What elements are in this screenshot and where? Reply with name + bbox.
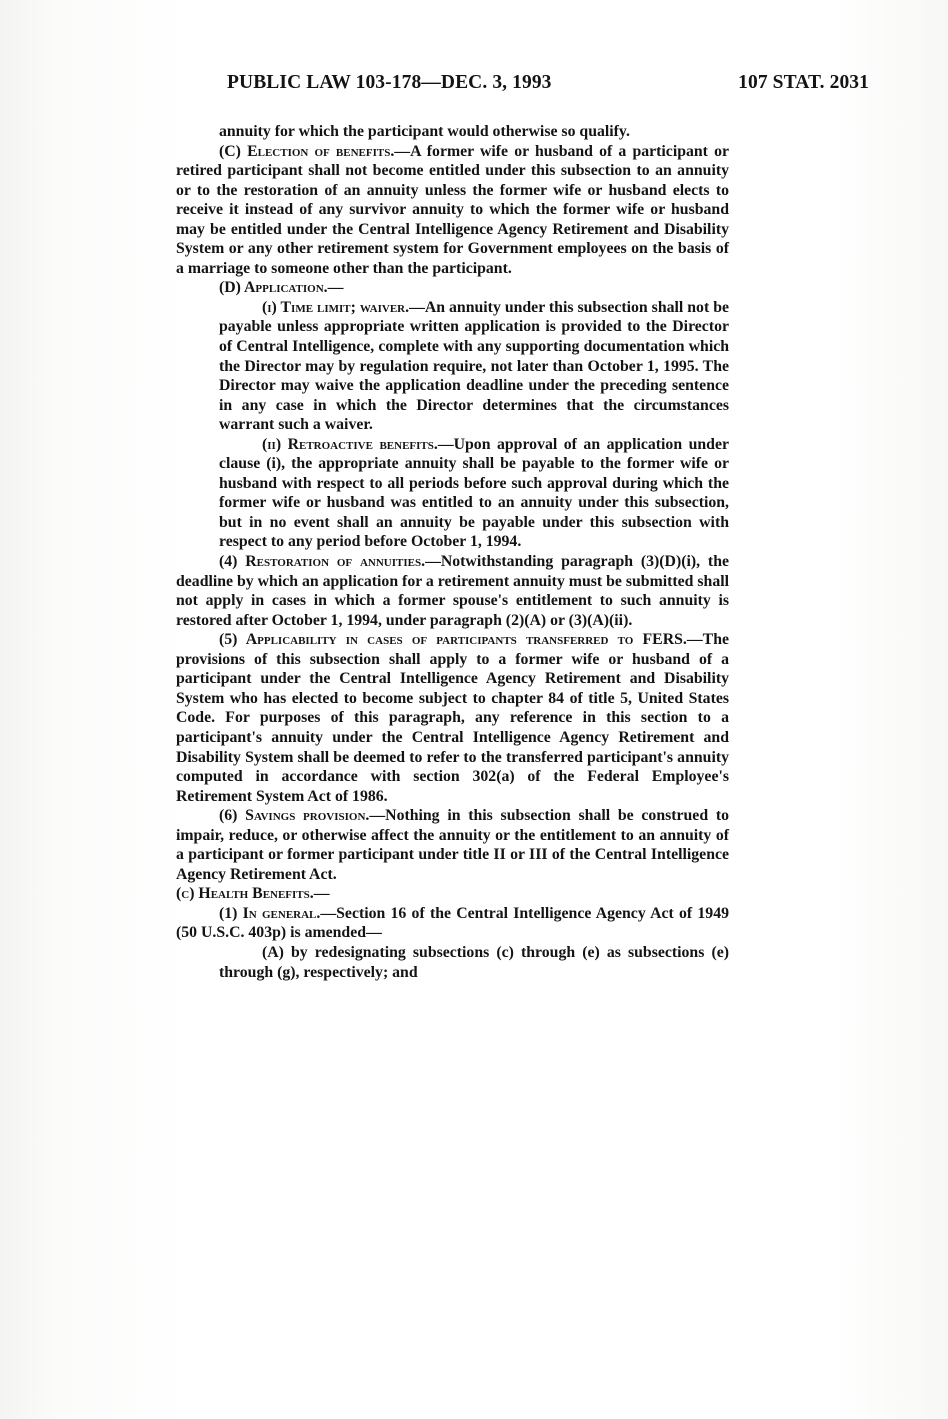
clause-time-limit-waiver: (i) Time limit; waiver.—An annuity under this subsection shall not be payable unless appropriate written application is provided to the Director of Central Intelligence, complete with any supporting documentation which the Director may by regulation require, not later than October 1, 1995. The Director may waive the application deadline under the preceding sentence in any case in which the Director determines that the circumstances warrant such a waiver. — [219, 298, 729, 434]
subparagraph-redesignating: (A) by redesignating subsections (c) through (e) as subsections (e) through (g), respectively; and — [219, 943, 729, 981]
section-heading: (4) Restoration of annuities. — [219, 553, 426, 571]
page-header — [227, 72, 869, 102]
section-heading: (i) Time limit; waiver. — [262, 298, 410, 316]
paragraph-election-of-benefits: (C) Election of benefits.—A former wife or husband of a participant or retired participant shall not become entitled under this subsection to an annuity or to the restoration of an annuity unless the former wife or husband elects to receive it instead of any survivor annuity to which the former wife or husband may be entitled under the Central Intelligence Agency Retirement and Disability System or any other retirement system for Government employees on the basis of a marriage to someone other than the participant. — [176, 142, 730, 277]
paragraph-in-general: (1) In general.—Section 16 of the Central Intelligence Agency Act of 1949 (50 U.S.C. 403p) is amended— — [176, 904, 729, 942]
paragraph-continuation: annuity for which the participant would otherwise so qualify. — [219, 123, 630, 140]
statute-body — [176, 122, 729, 982]
section-heading: (5) Applicability in cases of participants transferred to FERS. — [219, 631, 687, 649]
paragraph-restoration-of-annuities: (4) Restoration of annuities.—Notwithstanding paragraph (3)(D)(i), the deadline by which an application for a retirement annuity must be submitted shall not apply in cases in which a former spouse's entitlement to such annuity is restored after October 1, 1994, under paragraph (2)(A) or (3)(A)(ii). — [176, 553, 729, 629]
section-heading: (c) Health Benefits. — [176, 885, 314, 903]
paragraph-application: (D) Application.— — [219, 279, 344, 297]
section-heading: (ii) Retroactive benefits. — [262, 435, 438, 453]
section-heading: (6) Savings provision. — [219, 807, 370, 825]
section-heading: (C) Election of benefits. — [219, 142, 395, 160]
paragraph-savings-provision: (6) Savings provision.—Nothing in this subsection shall be construed to impair, reduce, or otherwise affect the annuity or the entitlement to an annuity of a participant or former participant under title II or III of the Central Intelligence Agency Retirement Act. — [176, 807, 730, 883]
paragraph-applicability-fers: (5) Applicability in cases of participants transferred to FERS.—The provisions of this subsection shall apply to a former wife or husband of a participant under the Central Intelligence Agency Retirement and Disability System who has elected to become subject to chapter 84 of title 5, United States Code. For purposes of this paragraph, any reference in this section to a participant's annuity under the Central Intelligence Agency Retirement and Disability System shall be deemed to refer to the transferred participant's annuity computed in accordance with section 302(a) of the Federal Employee's Retirement System Act of 1986. — [176, 631, 729, 805]
clause-retroactive-benefits: (ii) Retroactive benefits.—Upon approval of an application under clause (i), the appropriate annuity shall be payable to the former wife or husband with respect to all periods before such approval during which the former wife or husband was entitled to an annuity under this subsection, but in no event shall an annuity be payable under this subsection with respect to any period before October 1, 1994. — [219, 435, 729, 551]
running-head: PUBLIC LAW 103-178—DEC. 3, 1993 — [227, 72, 552, 93]
statute-citation: 107 STAT. 2031 — [738, 72, 869, 93]
subsection-health-benefits: (c) Health Benefits.— — [176, 885, 330, 903]
section-heading: (D) Application. — [219, 279, 328, 297]
section-heading: (1) In general. — [219, 904, 321, 922]
